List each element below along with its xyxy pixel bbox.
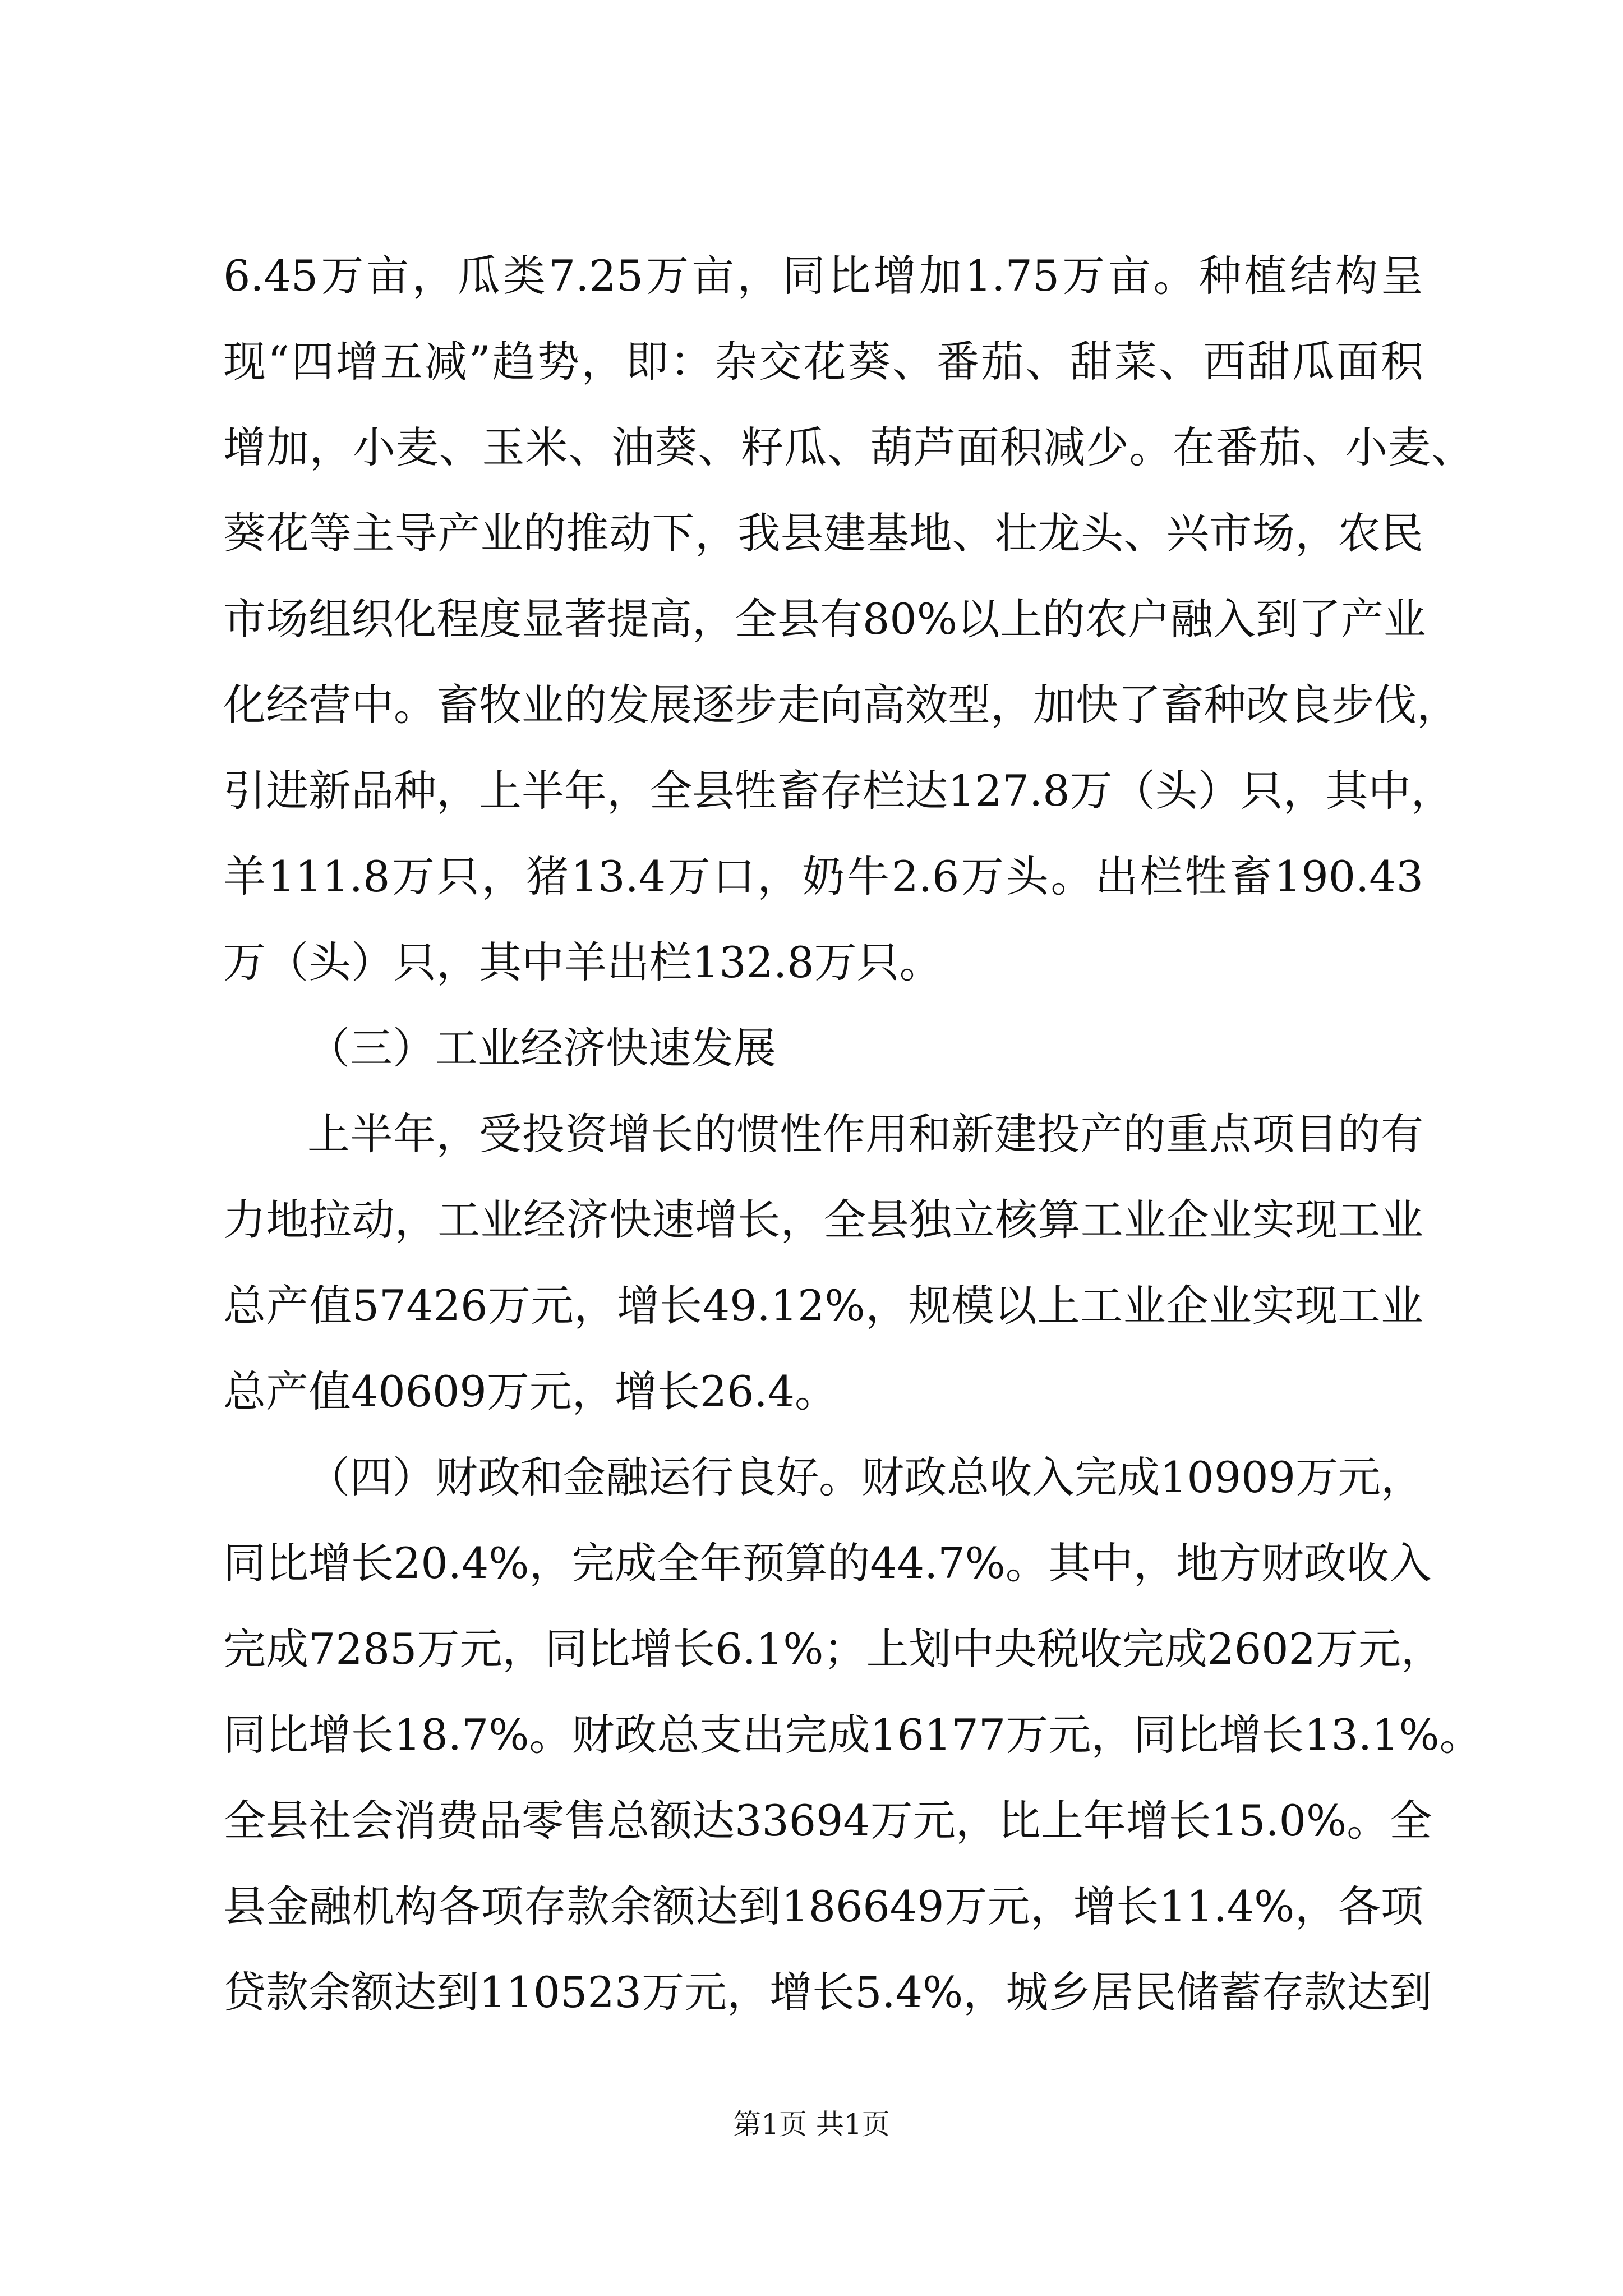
paragraph-line: （四）财政和金融运行良好。财政总收入完成10909万元，	[307, 1452, 1423, 1502]
paragraph-line: 全县社会消费品零售总额达33694万元，比上年增长15.0%。全	[223, 1796, 1432, 1846]
paragraph-line: 总产值57426万元，增长49.12%，规模以上工业企业实现工业	[223, 1281, 1423, 1331]
paragraph-line: 万（头）只，其中羊出栏132.8万只。	[223, 937, 942, 987]
paragraph-line: 总产值40609万元，增长26.4。	[223, 1366, 837, 1416]
paragraph-line: 同比增长20.4%，完成全年预算的44.7%。其中，地方财政收入	[223, 1538, 1432, 1588]
paragraph-line: 增加，小麦、玉米、油葵、籽瓜、葫芦面积减少。在番茄、小麦、	[223, 422, 1474, 472]
paragraph-line: 羊111.8万只，猪13.4万口，奶牛2.6万头。出栏牲畜190.43	[223, 852, 1423, 901]
paragraph-line: 完成7285万元，同比增长6.1%；上划中央税收完成2602万元，	[223, 1624, 1444, 1674]
paragraph-line: 6.45万亩，瓜类7.25万亩，同比增加1.75万亩。种植结构呈	[223, 251, 1423, 301]
paragraph-line: 现“四增五减”趋势，即：杂交花葵、番茄、甜菜、西甜瓜面积	[223, 337, 1423, 386]
paragraph-line: 贷款余额达到110523万元，增长5.4%，城乡居民储蓄存款达到	[223, 1967, 1432, 2017]
paragraph-line: 葵花等主导产业的推动下，我县建基地、壮龙头、兴市场，农民	[223, 508, 1423, 558]
paragraph-line: 市场组织化程度显著提高，全县有80%以上的农户融入到了产业	[223, 594, 1426, 644]
section-heading: （三）工业经济快速发展	[307, 1023, 776, 1073]
paragraph-line: 县金融机构各项存款余额达到186649万元，增长11.4%，各项	[223, 1881, 1423, 1931]
paragraph-line: 同比增长18.7%。财政总支出完成16177万元，同比增长13.1%。	[223, 1710, 1482, 1760]
paragraph-line: 上半年，受投资增长的惯性作用和新建投产的重点项目的有	[307, 1109, 1423, 1159]
paragraph-line: 引进新品种，上半年，全县牲畜存栏达127.8万（头）只，其中，	[223, 766, 1454, 816]
paragraph-line: 化经营中。畜牧业的发展逐步走向高效型，加快了畜种改良步伐，	[223, 680, 1459, 730]
paragraph-line: 力地拉动，工业经济快速增长，全县独立核算工业企业实现工业	[223, 1195, 1423, 1245]
page-number-footer: 第1页 共1页	[733, 2108, 890, 2141]
